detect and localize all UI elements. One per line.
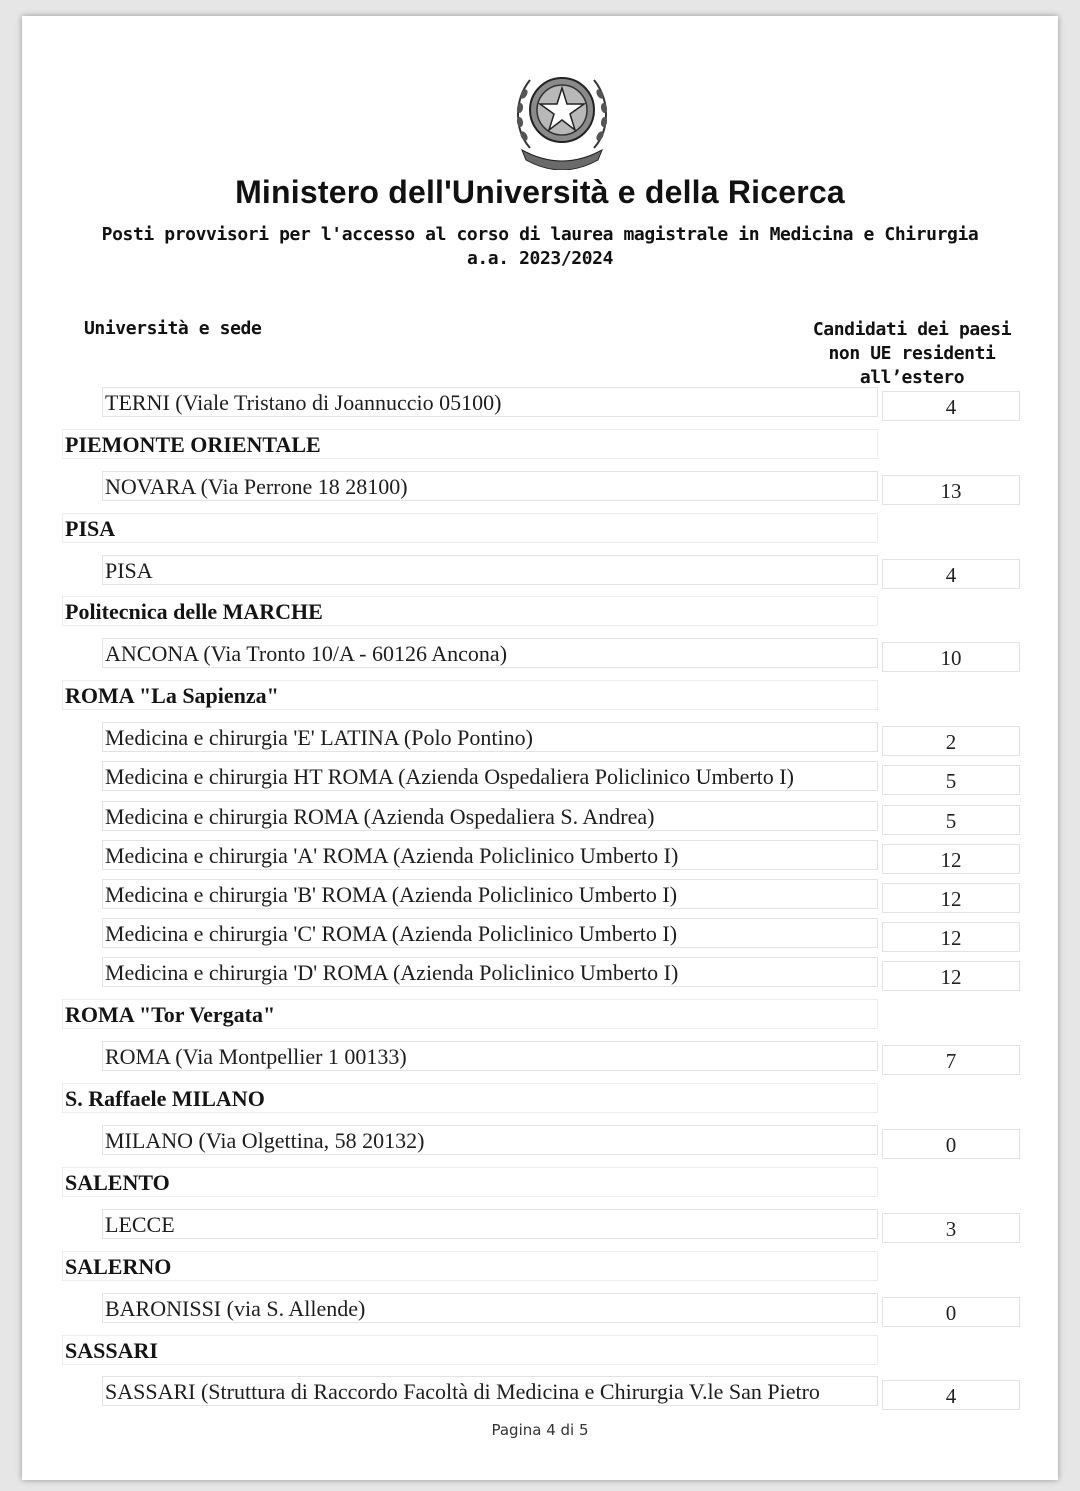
- column-header-line-2: non UE residenti: [828, 343, 996, 364]
- university-name: ROMA "La Sapienza": [62, 680, 878, 710]
- table-row: [22, 957, 1058, 989]
- table-row: [22, 879, 1058, 911]
- seats-value: 13: [882, 475, 1020, 505]
- sede-name: PISA: [102, 555, 878, 585]
- subtitle-line-1: Posti provvisori per l'accesso al corso di laurea magistrale in Medicina e Chirurgia: [101, 224, 979, 245]
- sede-name: Medicina e chirurgia 'D' ROMA (Azienda Policlinico Umberto I): [102, 957, 878, 987]
- table-row: [22, 471, 1058, 503]
- university-row: [22, 1083, 1058, 1115]
- university-name: PISA: [62, 513, 878, 543]
- seats-value: 12: [882, 961, 1020, 991]
- column-header-line-3: all’estero: [859, 367, 965, 388]
- table-row: [22, 1209, 1058, 1241]
- seats-value: 5: [882, 805, 1020, 835]
- seats-value: 10: [882, 642, 1020, 672]
- sede-name: NOVARA (Via Perrone 18 28100): [102, 471, 878, 501]
- column-header-non-eu-candidates: [794, 318, 1030, 390]
- table-row: [22, 555, 1058, 587]
- column-header-line-1: Candidati dei paesi: [812, 319, 1012, 340]
- italian-republic-emblem-icon: [510, 60, 614, 170]
- university-name: ROMA "Tor Vergata": [62, 999, 878, 1029]
- university-name: SASSARI: [62, 1335, 878, 1365]
- table-row: [22, 722, 1058, 754]
- subtitle-line-2: a.a. 2023/2024: [466, 248, 614, 269]
- seats-value: 5: [882, 765, 1020, 795]
- seats-value: 2: [882, 726, 1020, 756]
- sede-name: SASSARI (Struttura di Raccordo Facoltà di Medicina e Chirurgia V.le San Pietro: [102, 1376, 878, 1406]
- document-page: [22, 16, 1058, 1480]
- table-row: [22, 1376, 1058, 1408]
- university-name: Politecnica delle MARCHE: [62, 596, 878, 626]
- column-header-university: Università e sede: [84, 318, 262, 339]
- university-name: SALERNO: [62, 1251, 878, 1281]
- university-name: S. Raffaele MILANO: [62, 1083, 878, 1113]
- sede-name: ANCONA (Via Tronto 10/A - 60126 Ancona): [102, 638, 878, 668]
- sede-name: ROMA (Via Montpellier 1 00133): [102, 1041, 878, 1071]
- university-row: [22, 513, 1058, 545]
- sede-name: Medicina e chirurgia 'B' ROMA (Azienda Policlinico Umberto I): [102, 879, 878, 909]
- page-number: Pagina 4 di 5: [491, 1421, 589, 1439]
- university-name: PIEMONTE ORIENTALE: [62, 429, 878, 459]
- university-row: [22, 1335, 1058, 1367]
- seats-value: 4: [882, 559, 1020, 589]
- university-row: [22, 429, 1058, 461]
- sede-name: Medicina e chirurgia 'C' ROMA (Azienda Policlinico Umberto I): [102, 918, 878, 948]
- university-row: [22, 1167, 1058, 1199]
- sede-name: TERNI (Viale Tristano di Joannuccio 05100): [102, 387, 878, 417]
- sede-name: Medicina e chirurgia 'E' LATINA (Polo Pontino): [102, 722, 878, 752]
- table-row: [22, 840, 1058, 872]
- sede-name: MILANO (Via Olgettina, 58 20132): [102, 1125, 878, 1155]
- table-row: [22, 1125, 1058, 1157]
- university-row: [22, 999, 1058, 1031]
- seats-value: 0: [882, 1129, 1020, 1159]
- sede-name: BARONISSI (via S. Allende): [102, 1293, 878, 1323]
- table-row: [22, 761, 1058, 793]
- sede-name: Medicina e chirurgia ROMA (Azienda Ospedaliera S. Andrea): [102, 801, 878, 831]
- university-name: SALENTO: [62, 1167, 878, 1197]
- table-row: [22, 638, 1058, 670]
- university-row: [22, 680, 1058, 712]
- sede-name: Medicina e chirurgia HT ROMA (Azienda Ospedaliera Policlinico Umberto I): [102, 761, 878, 791]
- sede-name: Medicina e chirurgia 'A' ROMA (Azienda Policlinico Umberto I): [102, 840, 878, 870]
- table-row: [22, 1041, 1058, 1073]
- seats-value: 12: [882, 922, 1020, 952]
- university-row: [22, 596, 1058, 628]
- table-row: [22, 1293, 1058, 1325]
- table-row: [22, 387, 1058, 419]
- table-row: [22, 918, 1058, 950]
- seats-value: 3: [882, 1213, 1020, 1243]
- table-row: [22, 801, 1058, 833]
- seats-value: 0: [882, 1297, 1020, 1327]
- seats-value: 4: [882, 391, 1020, 421]
- sede-name: LECCE: [102, 1209, 878, 1239]
- document-subtitle: [22, 223, 1058, 271]
- ministry-title: Ministero dell'Università e della Ricerca: [235, 174, 845, 210]
- seats-value: 4: [882, 1380, 1020, 1410]
- university-row: [22, 1251, 1058, 1283]
- seats-value: 12: [882, 883, 1020, 913]
- seats-value: 12: [882, 844, 1020, 874]
- seats-value: 7: [882, 1045, 1020, 1075]
